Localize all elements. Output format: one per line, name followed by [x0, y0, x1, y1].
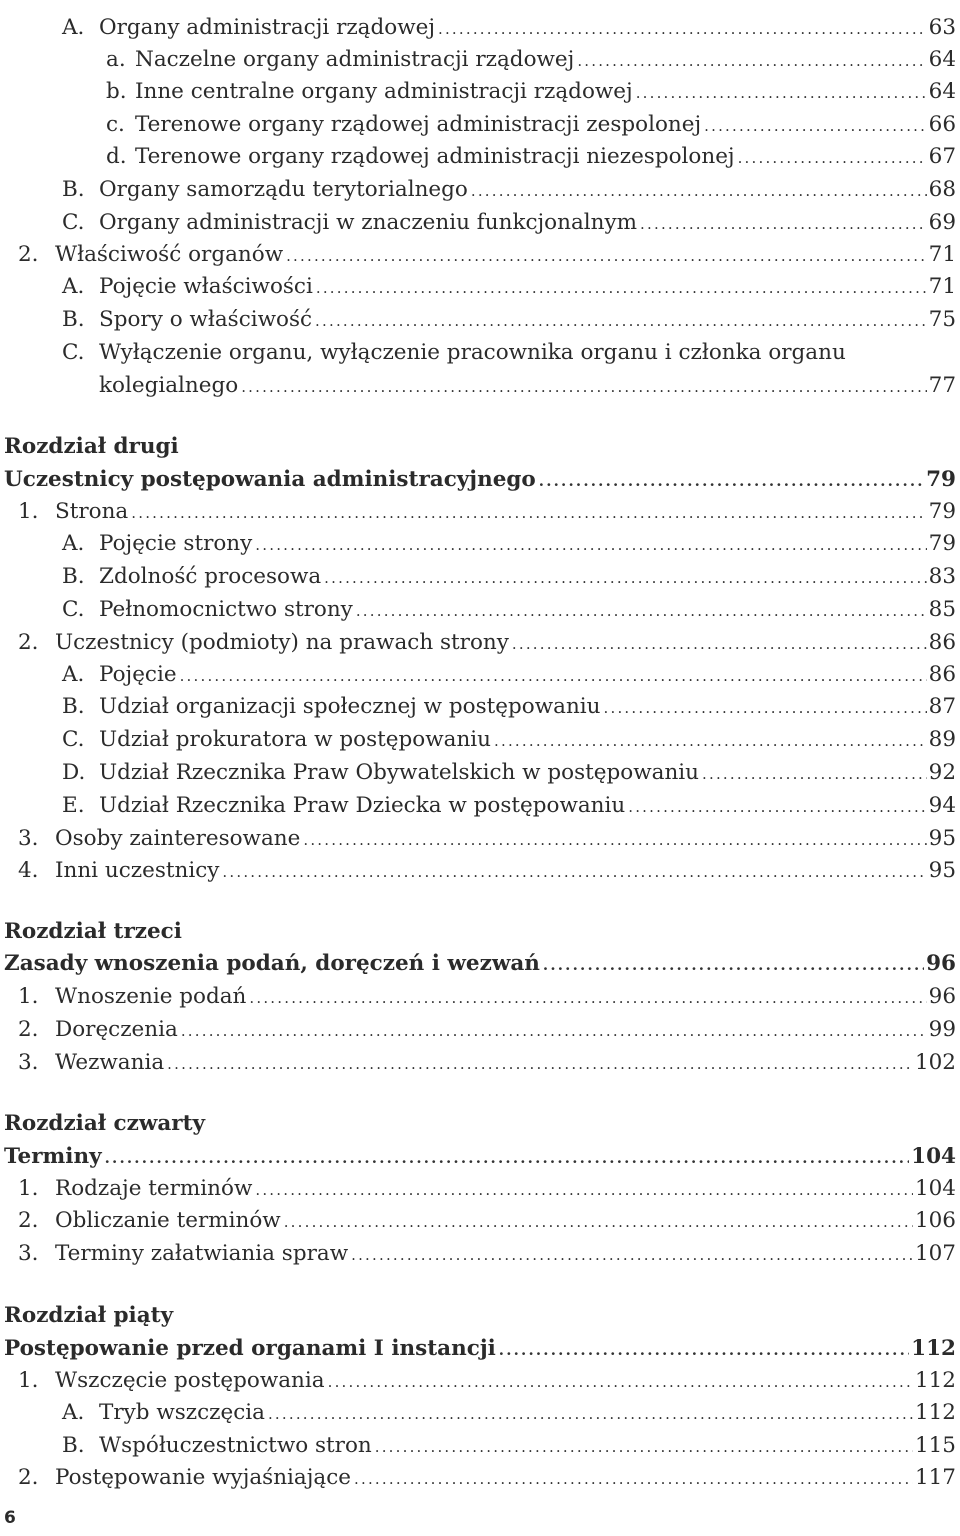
dot-leader	[181, 1016, 927, 1046]
dot-leader	[375, 1432, 913, 1462]
toc-entry[interactable]	[18, 497, 956, 527]
entry-number: 1.	[18, 1368, 39, 1393]
entry-page-number: 79	[928, 531, 956, 556]
entry-page-number: 107	[914, 1241, 956, 1266]
entry-page-number: 95	[928, 858, 956, 883]
entry-page-number: 112	[911, 1336, 956, 1361]
dot-leader	[539, 466, 924, 496]
entry-page-number: 102	[914, 1050, 956, 1075]
entry-page-number: 66	[928, 112, 956, 137]
dot-leader	[704, 111, 927, 141]
entry-title: Wyłączenie organu, wyłączenie pracownika organu i członka organu	[99, 340, 846, 365]
entry-page-number: 106	[914, 1208, 956, 1233]
entry-title: Doręczenia	[55, 1017, 178, 1042]
entry-title: Współuczestnictwo stron	[99, 1433, 372, 1458]
dot-leader	[702, 759, 927, 789]
entry-number: 2.	[18, 242, 39, 267]
entry-number: 1.	[18, 499, 39, 524]
toc-entry[interactable]	[62, 692, 956, 722]
entry-number: A.	[62, 531, 85, 556]
toc-entry[interactable]	[18, 982, 956, 1012]
toc-entry[interactable]	[106, 45, 956, 75]
entry-page-number: 92	[928, 760, 956, 785]
entry-title: Naczelne organy administracji rządowej	[135, 47, 575, 72]
entry-page-number: 117	[914, 1465, 956, 1490]
dot-leader	[222, 857, 926, 887]
toc-entry[interactable]	[106, 77, 956, 107]
toc-entry[interactable]	[62, 1431, 956, 1461]
entry-title: Uczestnicy (podmioty) na prawach strony	[55, 630, 509, 655]
toc-entry[interactable]	[18, 1239, 956, 1269]
dot-leader	[324, 563, 926, 593]
entry-page-number: 69	[928, 210, 956, 235]
entry-page-number: 99	[928, 1017, 956, 1042]
toc-entry[interactable]	[62, 529, 956, 559]
toc-entry[interactable]	[62, 660, 956, 690]
entry-title: Pełnomocnictwo strony	[99, 597, 353, 622]
entry-number: A.	[62, 1400, 85, 1425]
dot-leader	[356, 596, 927, 626]
entry-title: Terminy załatwiania spraw	[55, 1241, 349, 1266]
toc-entry[interactable]	[18, 1048, 956, 1078]
entry-title: Spory o właściwość	[99, 307, 313, 332]
dot-leader	[351, 1240, 913, 1270]
entry-title: Pojęcie	[99, 662, 177, 687]
entry-page-number: 104	[911, 1144, 956, 1169]
toc-entry[interactable]	[18, 1366, 956, 1396]
entry-page-number: 79	[928, 499, 956, 524]
toc-entry[interactable]	[62, 208, 956, 238]
toc-entry[interactable]	[62, 562, 956, 592]
chapter-heading: Rozdział drugi	[4, 434, 179, 459]
entry-number: C.	[62, 727, 85, 752]
entry-title: Organy samorządu terytorialnego	[99, 177, 468, 202]
entry-page-number: 89	[928, 727, 956, 752]
entry-title: Obliczanie terminów	[55, 1208, 281, 1233]
entry-number: E.	[62, 793, 85, 818]
entry-title: Terenowe organy rządowej administracji niezespolonej	[135, 144, 735, 169]
dot-leader	[249, 983, 926, 1013]
entry-page-number: 64	[928, 79, 956, 104]
dot-leader	[315, 306, 927, 336]
dot-leader	[438, 14, 927, 44]
entry-title: Postępowanie wyjaśniające	[55, 1465, 352, 1490]
dot-leader	[543, 950, 924, 980]
entry-page-number: 71	[928, 242, 956, 267]
entry-page-number: 68	[928, 177, 956, 202]
toc-entry[interactable]	[18, 1174, 956, 1204]
page-number: 6	[4, 1508, 16, 1528]
chapter-title-row[interactable]	[4, 465, 956, 495]
entry-title: kolegialnego	[99, 373, 239, 398]
entry-title: Terenowe organy rządowej administracji zespolonej	[135, 112, 702, 137]
entry-page-number: 71	[928, 274, 956, 299]
dot-leader	[738, 143, 927, 173]
dot-leader	[105, 1143, 910, 1173]
entry-page-number: 112	[914, 1400, 956, 1425]
entry-title: Udział Rzecznika Praw Dziecka w postępowaniu	[99, 793, 626, 818]
entry-page-number: 96	[926, 951, 956, 976]
entry-title: Rodzaje terminów	[55, 1176, 253, 1201]
entry-number: d.	[106, 144, 127, 169]
dot-leader	[636, 78, 927, 108]
toc-entry[interactable]	[62, 595, 956, 625]
entry-number: A.	[62, 662, 85, 687]
entry-title: Osoby zainteresowane	[55, 826, 301, 851]
toc-entry[interactable]	[106, 142, 956, 172]
dot-leader	[167, 1049, 913, 1079]
entry-title: Organy administracji w znaczeniu funkcjonalnym	[99, 210, 638, 235]
entry-number: 2.	[18, 630, 39, 655]
toc-entry[interactable]	[62, 758, 956, 788]
entry-title: Inni uczestnicy	[55, 858, 220, 883]
entry-title: Terminy	[4, 1144, 102, 1169]
chapter-title-row[interactable]	[4, 1334, 956, 1364]
dot-leader	[241, 372, 926, 402]
dot-leader	[640, 209, 927, 239]
entry-number: B.	[62, 307, 85, 332]
toc-entry[interactable]	[99, 371, 956, 401]
entry-title: Wezwania	[55, 1050, 165, 1075]
dot-leader	[512, 629, 927, 659]
entry-number: b.	[106, 79, 127, 104]
dot-leader	[303, 825, 926, 855]
toc-entry[interactable]	[62, 175, 956, 205]
entry-title: Organy administracji rządowej	[99, 15, 435, 40]
dot-leader	[131, 498, 926, 528]
entry-title: Strona	[55, 499, 129, 524]
entry-title: Wnoszenie podań	[55, 984, 247, 1009]
entry-page-number: 87	[928, 694, 956, 719]
entry-title: Udział prokuratora w postępowaniu	[99, 727, 492, 752]
entry-number: 4.	[18, 858, 39, 883]
entry-page-number: 63	[928, 15, 956, 40]
entry-page-number: 77	[928, 373, 956, 398]
toc-entry[interactable]	[18, 856, 956, 886]
entry-number: 3.	[18, 826, 39, 851]
entry-number: D.	[62, 760, 86, 785]
entry-number: c.	[106, 112, 125, 137]
toc-entry[interactable]	[62, 338, 956, 368]
dot-leader	[255, 530, 926, 560]
entry-page-number: 94	[928, 793, 956, 818]
entry-number: B.	[62, 1433, 85, 1458]
dot-leader	[255, 1175, 913, 1205]
entry-number: 3.	[18, 1050, 39, 1075]
toc-entry[interactable]	[18, 824, 956, 854]
toc-entry[interactable]	[62, 725, 956, 755]
entry-number: A.	[62, 274, 85, 299]
toc-entry[interactable]	[18, 240, 956, 270]
entry-title: Zasady wnoszenia podań, doręczeń i wezwań	[4, 951, 540, 976]
entry-title: Inne centralne organy administracji rządowej	[135, 79, 633, 104]
entry-page-number: 86	[928, 662, 956, 687]
entry-number: B.	[62, 694, 85, 719]
entry-title: Właściwość organów	[55, 242, 284, 267]
entry-number: a.	[106, 47, 126, 72]
toc-entry[interactable]	[62, 13, 956, 43]
toc-entry[interactable]	[62, 791, 956, 821]
entry-number: C.	[62, 597, 85, 622]
entry-title: Postępowanie przed organami I instancji	[4, 1336, 496, 1361]
entry-number: B.	[62, 564, 85, 589]
toc-entry[interactable]	[18, 1463, 956, 1493]
chapter-heading: Rozdział czwarty	[4, 1111, 206, 1136]
dot-leader	[499, 1335, 909, 1365]
entry-title: Uczestnicy postępowania administracyjnego	[4, 467, 536, 492]
chapter-title-row[interactable]	[4, 1142, 956, 1172]
entry-title: Tryb wszczęcia	[99, 1400, 265, 1425]
entry-title: Wszczęcie postępowania	[55, 1368, 325, 1393]
entry-page-number: 86	[928, 630, 956, 655]
entry-page-number: 85	[928, 597, 956, 622]
entry-page-number: 83	[928, 564, 956, 589]
chapter-heading: Rozdział piąty	[4, 1303, 174, 1328]
entry-title: Pojęcie właściwości	[99, 274, 313, 299]
entry-title: Pojęcie strony	[99, 531, 253, 556]
entry-number: 1.	[18, 984, 39, 1009]
entry-number: 1.	[18, 1176, 39, 1201]
dot-leader	[471, 176, 927, 206]
entry-number: B.	[62, 177, 85, 202]
entry-number: A.	[62, 15, 85, 40]
entry-page-number: 112	[914, 1368, 956, 1393]
entry-page-number: 96	[928, 984, 956, 1009]
dot-leader	[284, 1207, 913, 1237]
entry-number: C.	[62, 340, 85, 365]
entry-page-number: 115	[914, 1433, 956, 1458]
entry-number: 2.	[18, 1017, 39, 1042]
dot-leader	[268, 1399, 913, 1429]
entry-number: 3.	[18, 1241, 39, 1266]
entry-page-number: 67	[928, 144, 956, 169]
dot-leader	[354, 1464, 913, 1494]
entry-title: Udział Rzecznika Praw Obywatelskich w postępowaniu	[99, 760, 700, 785]
entry-number: 2.	[18, 1208, 39, 1233]
toc-entry[interactable]	[62, 272, 956, 302]
dot-leader	[328, 1367, 913, 1397]
entry-page-number: 79	[926, 467, 956, 492]
dot-leader	[628, 792, 926, 822]
toc-entry[interactable]	[62, 1398, 956, 1428]
entry-page-number: 104	[914, 1176, 956, 1201]
dot-leader	[316, 273, 927, 303]
chapter-heading: Rozdział trzeci	[4, 919, 182, 944]
entry-page-number: 95	[928, 826, 956, 851]
dot-leader	[494, 726, 927, 756]
toc-entry[interactable]	[18, 628, 956, 658]
entry-number: 2.	[18, 1465, 39, 1490]
entry-page-number: 64	[928, 47, 956, 72]
toc-entry[interactable]	[106, 110, 956, 140]
dot-leader	[604, 693, 927, 723]
entry-page-number: 75	[928, 307, 956, 332]
dot-leader	[180, 661, 927, 691]
toc-entry[interactable]	[18, 1206, 956, 1236]
dot-leader	[577, 46, 926, 76]
toc-entry[interactable]	[18, 1015, 956, 1045]
entry-title: Udział organizacji społecznej w postępowaniu	[99, 694, 601, 719]
entry-title: Zdolność procesowa	[99, 564, 322, 589]
entry-number: C.	[62, 210, 85, 235]
chapter-title-row[interactable]	[4, 949, 956, 979]
toc-entry[interactable]	[62, 305, 956, 335]
dot-leader	[286, 241, 927, 271]
